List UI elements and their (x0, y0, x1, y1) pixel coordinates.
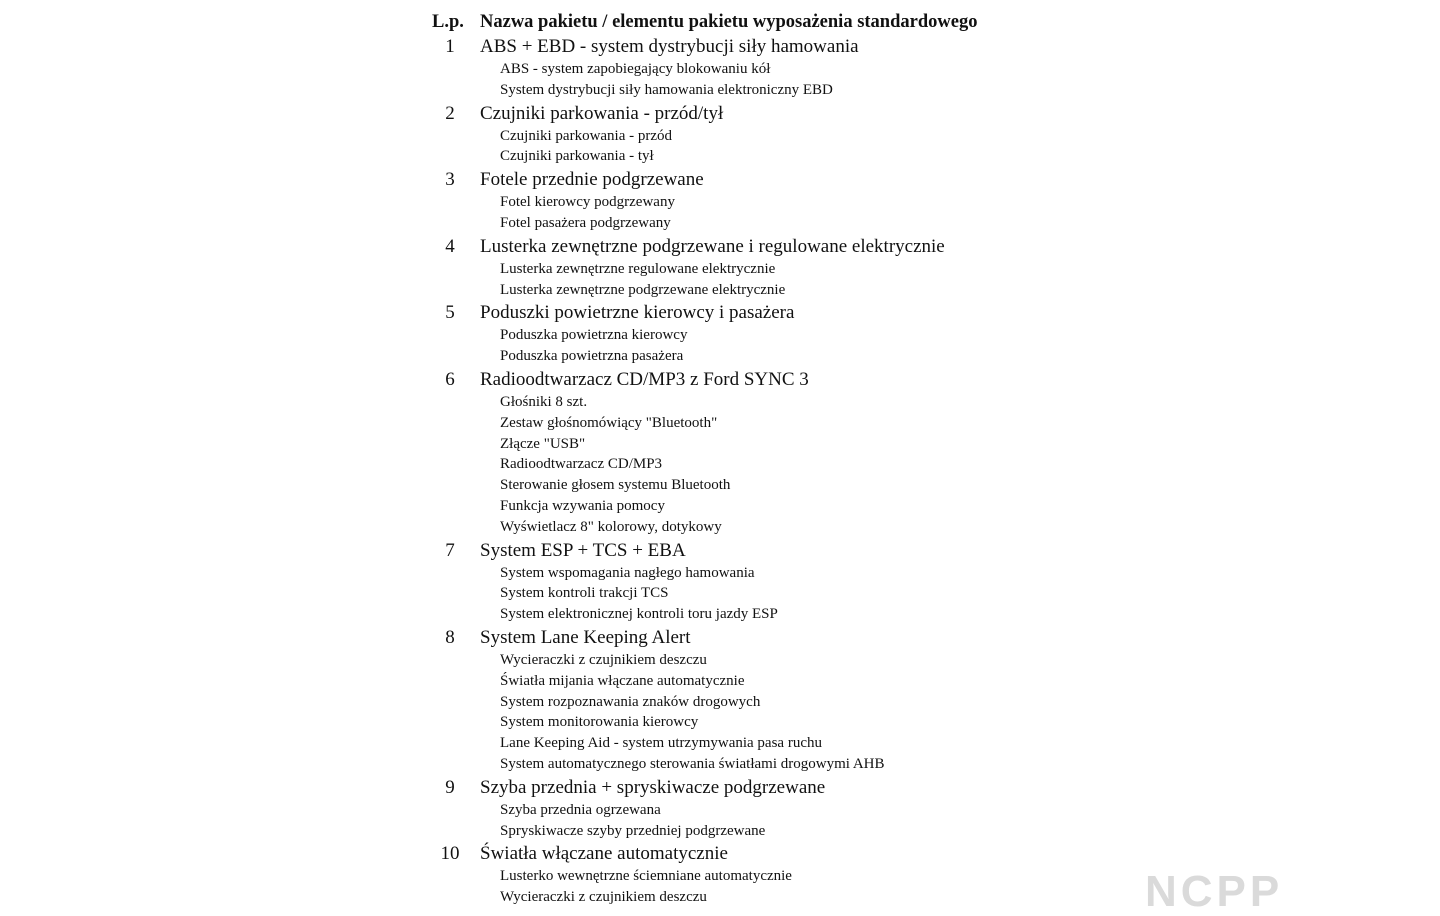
package-number: 10 (440, 843, 460, 865)
package-item: Fotel pasażera podgrzewany (500, 214, 671, 231)
package-item: System dystrybucji siły hamowania elektroniczny EBD (500, 81, 833, 98)
package-number: 9 (445, 776, 455, 798)
header-name: Nazwa pakietu / elementu pakietu wyposażenia standardowego (480, 12, 978, 32)
package-number: 3 (445, 169, 455, 191)
package-title: Czujniki parkowania - przód/tył (480, 102, 724, 124)
package-title: Poduszki powietrzne kierowcy i pasażera (480, 302, 795, 324)
package-item: Światła mijania włączane automatycznie (500, 672, 745, 689)
package-item: System automatycznego sterowania światłami drogowymi AHB (500, 755, 885, 772)
package-row (420, 842, 1120, 866)
package-item: Szyba przednia ogrzewana (500, 801, 661, 818)
package-item: Radioodtwarzacz CD/MP3 (500, 456, 663, 473)
package-title: ABS + EBD - system dystrybucji siły hamowania (480, 36, 859, 57)
package-item: Lusterka zewnętrzne podgrzewane elektrycznie (500, 281, 786, 298)
equipment-document (420, 10, 1120, 908)
package-group (420, 102, 1120, 168)
package-row (420, 368, 1120, 392)
package-group (420, 539, 1120, 625)
package-item: Wycieraczki z czujnikiem deszczu (500, 651, 707, 668)
package-row (420, 235, 1120, 259)
package-title: Fotele przednie podgrzewane (480, 169, 704, 191)
package-row (420, 168, 1120, 192)
package-item: Czujniki parkowania - tył (500, 148, 654, 165)
package-row (420, 539, 1120, 563)
package-title: Radioodtwarzacz CD/MP3 z Ford SYNC 3 (480, 368, 809, 390)
package-item: System rozpoznawania znaków drogowych (500, 693, 761, 710)
package-item: Złącze "USB" (500, 435, 586, 452)
package-item: Lane Keeping Aid - system utrzymywania pasa ruchu (500, 735, 822, 752)
package-group (420, 776, 1120, 842)
package-group (420, 35, 1120, 101)
package-item: System elektronicznej kontroli toru jazdy ESP (500, 606, 778, 623)
package-group (420, 168, 1120, 234)
package-list (420, 35, 1120, 908)
package-number: 1 (445, 36, 455, 57)
package-group (420, 368, 1120, 538)
header-lp: L.p. (432, 12, 464, 32)
package-item: ABS - system zapobiegający blokowaniu kół (500, 61, 771, 77)
package-group (420, 301, 1120, 367)
package-row (420, 35, 1120, 59)
package-item: System monitorowania kierowcy (500, 714, 699, 731)
package-row (420, 102, 1120, 126)
package-title: Szyba przednia + spryskiwacze podgrzewane (480, 776, 826, 798)
package-item: Funkcja wzywania pomocy (500, 497, 665, 514)
package-item: Wycieraczki z czujnikiem deszczu (500, 889, 707, 906)
package-item: Czujniki parkowania - przód (500, 127, 673, 144)
package-title: Lusterka zewnętrzne podgrzewane i regulowane elektrycznie (480, 235, 945, 257)
package-number: 6 (445, 368, 455, 390)
package-item: Zestaw głośnomówiący "Bluetooth" (500, 414, 718, 431)
package-item: System kontroli trakcji TCS (500, 585, 669, 602)
package-item: Poduszka powietrzna pasażera (500, 348, 684, 365)
package-title: System Lane Keeping Alert (480, 626, 691, 648)
package-number: 8 (445, 626, 455, 648)
package-item: Sterowanie głosem systemu Bluetooth (500, 477, 731, 494)
package-number: 5 (445, 302, 455, 324)
package-title: System ESP + TCS + EBA (480, 539, 686, 561)
package-item: Wyświetlacz 8" kolorowy, dotykowy (500, 518, 722, 535)
package-number: 4 (445, 235, 455, 257)
package-row (420, 626, 1120, 650)
package-item: Lusterka zewnętrzne regulowane elektrycznie (500, 260, 776, 277)
package-item: Poduszka powietrzna kierowcy (500, 327, 688, 344)
package-group (420, 235, 1120, 301)
package-item: Spryskiwacze szyby przedniej podgrzewane (500, 822, 766, 839)
watermark-logo: NCPP (1145, 867, 1284, 916)
package-title: Światła włączane automatycznie (480, 843, 728, 865)
package-item: Głośniki 8 szt. (500, 393, 588, 410)
table-header (420, 10, 1120, 34)
package-number: 7 (445, 539, 455, 561)
package-group (420, 842, 1120, 908)
package-item: Fotel kierowcy podgrzewany (500, 194, 675, 211)
package-number: 2 (445, 102, 455, 124)
package-group (420, 626, 1120, 775)
package-row (420, 301, 1120, 325)
package-item: Lusterko wewnętrzne ściemniane automatycznie (500, 868, 792, 885)
package-row (420, 776, 1120, 800)
package-item: System wspomagania nagłego hamowania (500, 564, 755, 581)
